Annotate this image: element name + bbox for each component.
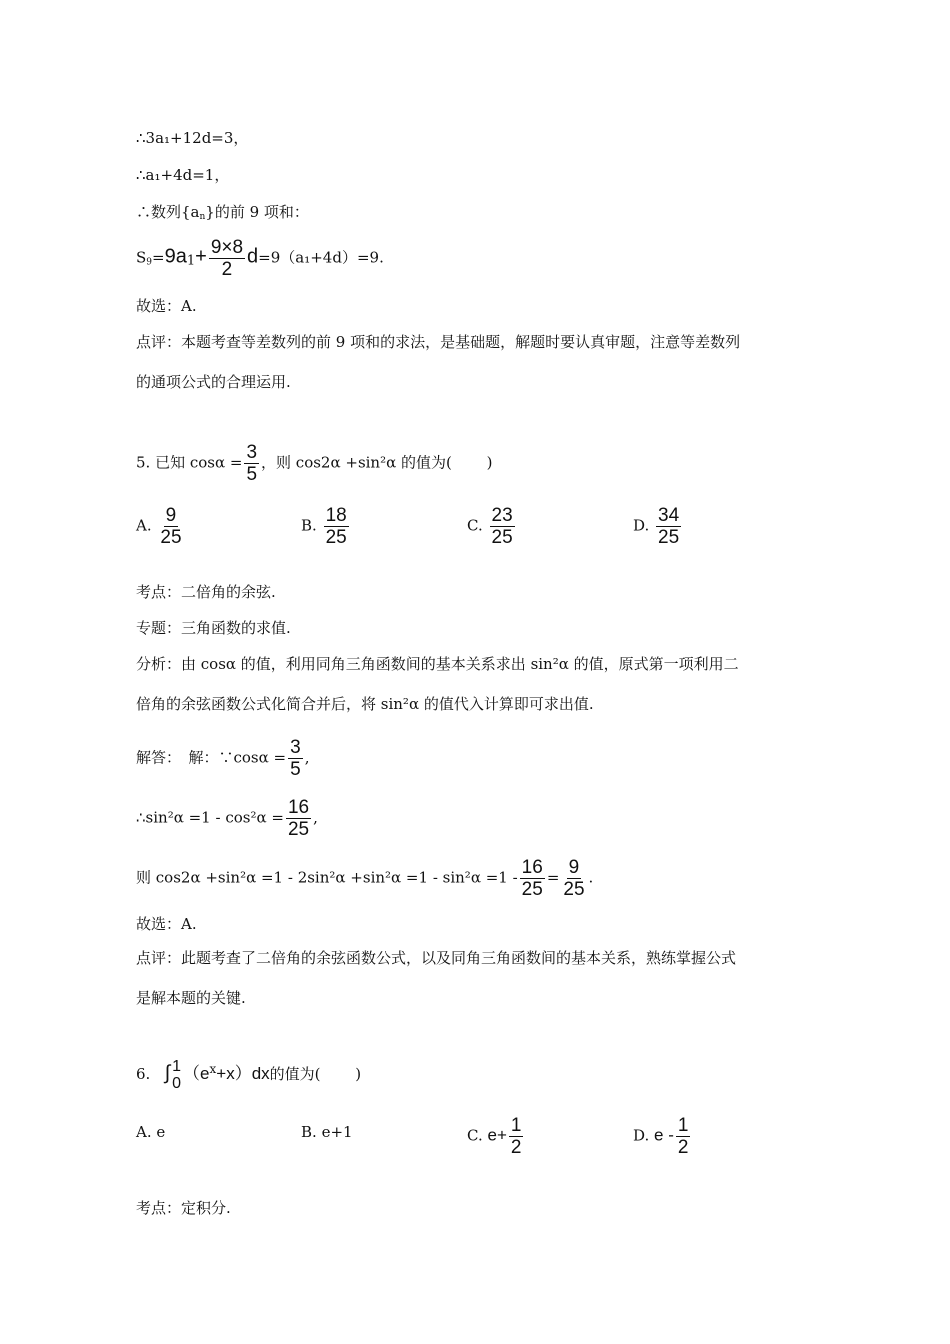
denominator: 25 <box>521 879 543 900</box>
text: 5. 已知 cosα = <box>136 453 243 472</box>
review-line-2: 是解本题的关键. <box>136 989 246 1007</box>
fraction <box>490 506 515 547</box>
denominator: 25 <box>160 527 182 548</box>
text: = <box>152 248 165 267</box>
numerator: 1 <box>677 1115 689 1136</box>
text: ∴数列{a <box>136 203 200 221</box>
text: ∴sin²α =1 - cos²α = <box>136 808 284 827</box>
subscript: 1 <box>186 253 196 269</box>
exponent: x <box>209 1062 217 1076</box>
fraction <box>509 1116 524 1157</box>
fraction <box>286 798 311 839</box>
question-number: 6. <box>136 1065 151 1083</box>
step-line-2: ∴a₁+4d=1， <box>136 166 230 184</box>
option-d <box>633 506 683 547</box>
kaodian-line-q6: 考点：定积分. <box>136 1199 231 1217</box>
numerator: 9 <box>165 505 177 526</box>
text: = <box>546 868 560 887</box>
integrand: +x）dx <box>216 1064 270 1083</box>
numerator: 1 <box>510 1115 522 1136</box>
option-value: e+ <box>487 1125 507 1145</box>
text: 的值为( ) <box>269 1065 362 1083</box>
q6-option-c <box>467 1116 525 1157</box>
denominator: 25 <box>287 819 310 840</box>
text: , <box>304 748 310 767</box>
option-a <box>136 506 186 547</box>
q6-option-d <box>633 1116 692 1157</box>
comment-line-1: 点评：本题考查等差数列的前 9 项和的求法，是基础题，解题时要认真审题，注意等差数列 <box>136 333 741 351</box>
answer-line-q5: 故选：A. <box>136 915 197 933</box>
denominator: 2 <box>221 259 233 280</box>
option-label: D. <box>633 1126 650 1145</box>
solution-line-1 <box>136 738 309 779</box>
option-c <box>467 506 517 547</box>
lower-limit: 0 <box>172 1075 182 1092</box>
numerator: 23 <box>491 505 513 526</box>
denominator: 25 <box>563 879 585 900</box>
fraction <box>324 506 349 547</box>
q6-option-b <box>301 1122 353 1142</box>
question-5 <box>136 443 492 484</box>
option-label: A. <box>136 516 152 535</box>
text: . <box>588 868 594 887</box>
solution-line-2 <box>136 798 318 839</box>
numerator: 3 <box>290 737 301 758</box>
fraction <box>676 1116 691 1157</box>
integral-sign: ∫ <box>164 1062 171 1084</box>
analysis-line-2: 倍角的余弦函数公式化简合并后，将 sin²α 的值代入计算即可求出值. <box>136 695 594 713</box>
comment-line-2: 的通项公式的合理运用. <box>136 373 291 391</box>
subscript: n <box>199 212 206 222</box>
text: }的前 9 项和： <box>205 203 309 221</box>
text: , <box>313 808 318 827</box>
numerator: 34 <box>658 505 680 526</box>
numerator: 16 <box>521 857 543 878</box>
zhuanti-line: 专题：三角函数的求值. <box>136 619 291 637</box>
step-line-3 <box>136 202 309 227</box>
option-label: A. <box>136 1123 152 1141</box>
upper-limit: 1 <box>172 1058 182 1075</box>
sum-formula-line <box>136 238 384 279</box>
integral-limits <box>172 1058 181 1092</box>
solution-line-3 <box>136 858 593 899</box>
fraction <box>244 443 259 484</box>
integrand: （e <box>183 1064 210 1083</box>
fraction <box>520 858 545 899</box>
text: S <box>136 248 147 267</box>
text: ，则 cos2α +sin²α 的值为( ) <box>261 453 493 472</box>
fraction <box>561 858 586 899</box>
fraction <box>656 506 681 547</box>
answer-line: 故选：A. <box>136 297 197 315</box>
numerator: 9 <box>568 857 580 878</box>
denominator: 2 <box>510 1137 522 1158</box>
option-value: e <box>156 1123 166 1141</box>
option-label: D. <box>633 516 650 535</box>
fraction <box>209 238 245 279</box>
option-value: e - <box>654 1125 674 1145</box>
fraction <box>158 506 183 547</box>
text: =9（a₁+4d）=9. <box>258 248 384 267</box>
option-label: B. <box>301 1123 317 1141</box>
option-b <box>301 506 351 547</box>
term: 9a <box>164 245 187 268</box>
text: 解答： 解：∵cosα = <box>136 748 287 767</box>
denominator: 5 <box>290 759 301 780</box>
denominator: 25 <box>325 527 347 548</box>
subscript: 9 <box>146 257 153 268</box>
numerator: 3 <box>246 442 258 463</box>
option-label: B. <box>301 516 317 535</box>
denominator: 25 <box>491 527 513 548</box>
kaodian-line: 考点：二倍角的余弦. <box>136 583 276 601</box>
analysis-line-1: 分析：由 cosα 的值，利用同角三角函数间的基本关系求出 sin²α 的值，原式第一项利用二 <box>136 655 739 673</box>
option-value: e+1 <box>321 1123 353 1141</box>
denominator: 25 <box>658 527 680 548</box>
text: 则 cos2α +sin²α =1 - 2sin²α +sin²α =1 - sin²α =1 - <box>136 868 518 887</box>
numerator: 18 <box>325 505 347 526</box>
numerator: 16 <box>287 797 310 818</box>
fraction <box>288 738 303 779</box>
option-label: C. <box>467 1126 483 1145</box>
denominator: 2 <box>677 1137 689 1158</box>
denominator: 5 <box>246 464 258 485</box>
review-line-1: 点评：此题考查了二倍角的余弦函数公式，以及同角三角函数间的基本关系，熟练掌握公式 <box>136 949 737 967</box>
q6-option-a <box>136 1122 165 1142</box>
plus: + <box>195 245 207 268</box>
numerator: 9×8 <box>210 237 244 258</box>
term: d <box>247 245 259 268</box>
question-6 <box>136 1058 361 1092</box>
option-label: C. <box>467 516 483 535</box>
step-line-1: ∴3a₁+12d=3， <box>136 129 249 147</box>
